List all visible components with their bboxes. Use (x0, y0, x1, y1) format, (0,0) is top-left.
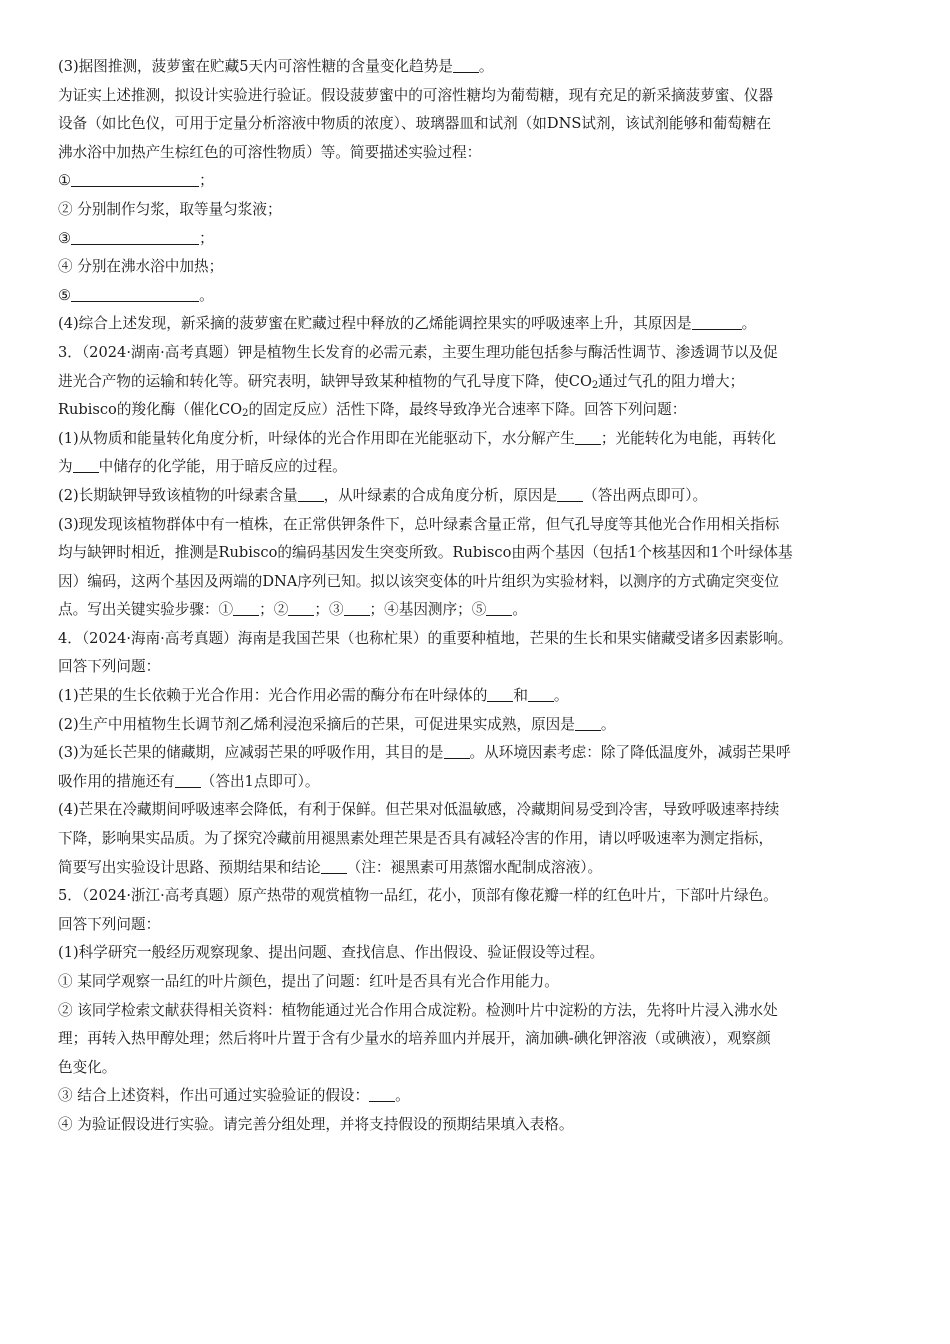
q5-step-2-1: ② 该同学检索文献获得相关资料：植物能通过光合作用合成淀粉。检测叶片中淀粉的方法，先将叶片浸入沸水处 (58, 1001, 778, 1019)
q-prev-part3: (3)据图推测，菠萝蜜在贮藏5天内可溶性糖的含量变化趋势是 。 (58, 53, 892, 82)
q5-step-3: ③ 结合上述资料，作出可通过实验验证的假设： 。 (58, 1082, 892, 1111)
answer-blank (71, 168, 199, 187)
q5-part1: (1)科学研究一般经历观察现象、提出问题、查找信息、作出假设、验证假设等过程。 (58, 944, 605, 962)
q3-part2: (2)长期缺钾导致该植物的叶绿素含量 ，从叶绿素的合成角度分析，原因是 （答出两点即可）。 (58, 482, 892, 511)
q4-part4-3: 简要写出实验设计思路、预期结果和结论 （注：褪黑素可用蒸馏水配制成溶液）。 (58, 854, 892, 883)
step-5: ⑤ 。 (58, 282, 892, 311)
q-prev-part4: (4)综合上述发现，新采摘的菠萝蜜在贮藏过程中释放的乙烯能调控果实的呼吸速率上升，其原因是 。 (58, 310, 892, 339)
q-prev-intro-2: 设备（如比色仪，可用于定量分析溶液中物质的浓度）、玻璃器皿和试剂（如DNS试剂，该试剂能够和葡萄糖在 (58, 115, 772, 133)
q3-stem-2: 进光合产物的运输和转化等。研究表明，缺钾导致某种植物的气孔导度下降，使$CO_2$通过气孔的阻力增大； (58, 372, 745, 391)
step-2: ② 分别制作匀浆，取等量匀浆液； (58, 200, 282, 218)
answer-blank (557, 483, 583, 502)
answer-blank (575, 426, 601, 445)
answer-blank (575, 712, 601, 731)
q4-part1: (1)芒果的生长依赖于光合作用：光合作用必需的酶分布在叶绿体的 和 。 (58, 682, 892, 711)
q3-title: 3．（2024·湖南·高考真题）钾是植物生长发育的必需元素，主要生理功能包括参与酶活性调节、渗透调节以及促 (58, 343, 778, 361)
q4-part3-b: 吸作用的措施还有 （答出1点即可）。 (58, 768, 892, 797)
q5-step-4: ④ 为验证假设进行实验。请完善分组处理，并将支持假设的预期结果填入表格。 (58, 1115, 574, 1133)
q3-stem-3: Rubisco的羧化酶（催化$CO_2$的固定反应）活性下降，最终导致净光合速率下降。回答下列问题： (58, 401, 687, 420)
answer-blank (321, 855, 347, 874)
q5-step-2-3: 色变化。 (58, 1058, 117, 1076)
answer-blank (73, 454, 99, 473)
q3-part3-1: (3)现发现该植物群体中有一植株，在正常供钾条件下，总叶绿素含量正常，但气孔导度等其他光合作用相关指标 (58, 515, 780, 533)
q3-part1-a: (1)从物质和能量转化角度分析，叶绿体的光合作用即在光能驱动下，水分解产生 ；光能转化为电能，再转化 (58, 425, 892, 454)
answer-blank (288, 597, 314, 616)
answer-blank (298, 483, 324, 502)
answer-blank (175, 769, 201, 788)
q3-part1-b: 为 中储存的化学能，用于暗反应的过程。 (58, 453, 892, 482)
answer-blank (692, 311, 742, 330)
q4-prompt: 回答下列问题： (58, 658, 161, 676)
answer-blank (71, 226, 199, 245)
answer-blank (444, 740, 470, 759)
answer-blank (487, 683, 513, 702)
answer-blank (344, 597, 370, 616)
answer-blank (71, 283, 199, 302)
step-4: ④ 分别在沸水浴中加热； (58, 258, 224, 276)
step-3: ③ ； (58, 225, 892, 254)
q3-part3-4: 点。写出关键实验步骤：① ；② ；③ ；④基因测序；⑤ 。 (58, 596, 892, 625)
q5-title: 5．（2024·浙江·高考真题）原产热带的观赏植物一品红，花小，顶部有像花瓣一样的红色叶片，下部叶片绿色。 (58, 887, 778, 905)
q-prev-intro-1: 为证实上述推测，拟设计实验进行验证。假设菠萝蜜中的可溶性糖均为葡萄糖，现有充足的新采摘菠萝蜜、仪器 (58, 86, 774, 104)
step-1: ① ； (58, 167, 892, 196)
q4-part3-a: (3)为延长芒果的储藏期，应减弱芒果的呼吸作用，其目的是 。从环境因素考虑：除了降低温度外，减弱芒果呼 (58, 739, 892, 768)
q4-part2: (2)生产中用植物生长调节剂乙烯利浸泡采摘后的芒果，可促进果实成熟，原因是 。 (58, 711, 892, 740)
q3-part3-3: 因）编码，这两个基因及两端的DNA序列已知。拟以该突变体的叶片组织为实验材料，以测序的方式确定突变位 (58, 572, 779, 590)
answer-blank (486, 597, 512, 616)
answer-blank (369, 1083, 395, 1102)
answer-blank (453, 54, 479, 73)
answer-blank (528, 683, 554, 702)
q4-part4-2: 下降，影响果实品质。为了探究冷藏前用褪黑素处理芒果是否具有减轻冷害的作用，请以呼吸速率为测定指标， (58, 830, 774, 848)
q5-step-2-2: 理；再转入热甲醇处理；然后将叶片置于含有少量水的培养皿内并展开，滴加碘-碘化钾溶液（或碘液），观察颜 (58, 1030, 771, 1048)
answer-blank (233, 597, 259, 616)
q-prev-intro-3: 沸水浴中加热产生棕红色的可溶性物质）等。简要描述实验过程： (58, 143, 482, 161)
q5-step-1: ① 某同学观察一品红的叶片颜色，提出了问题：红叶是否具有光合作用能力。 (58, 973, 559, 990)
q4-title: 4．（2024·海南·高考真题）海南是我国芒果（也称杧果）的重要种植地，芒果的生长和果实储藏受诸多因素影响。 (58, 629, 793, 647)
q4-part4-1: (4)芒果在冷藏期间呼吸速率会降低，有利于保鲜。但芒果对低温敏感，冷藏期间易受到冷害，导致呼吸速率持续 (58, 801, 780, 819)
q5-prompt: 回答下列问题： (58, 915, 161, 933)
q3-part3-2: 均与缺钾时相近，推测是Rubisco的编码基因发生突变所致。Rubisco由两个基因（包括1个核基因和1个叶绿体基 (58, 544, 793, 562)
